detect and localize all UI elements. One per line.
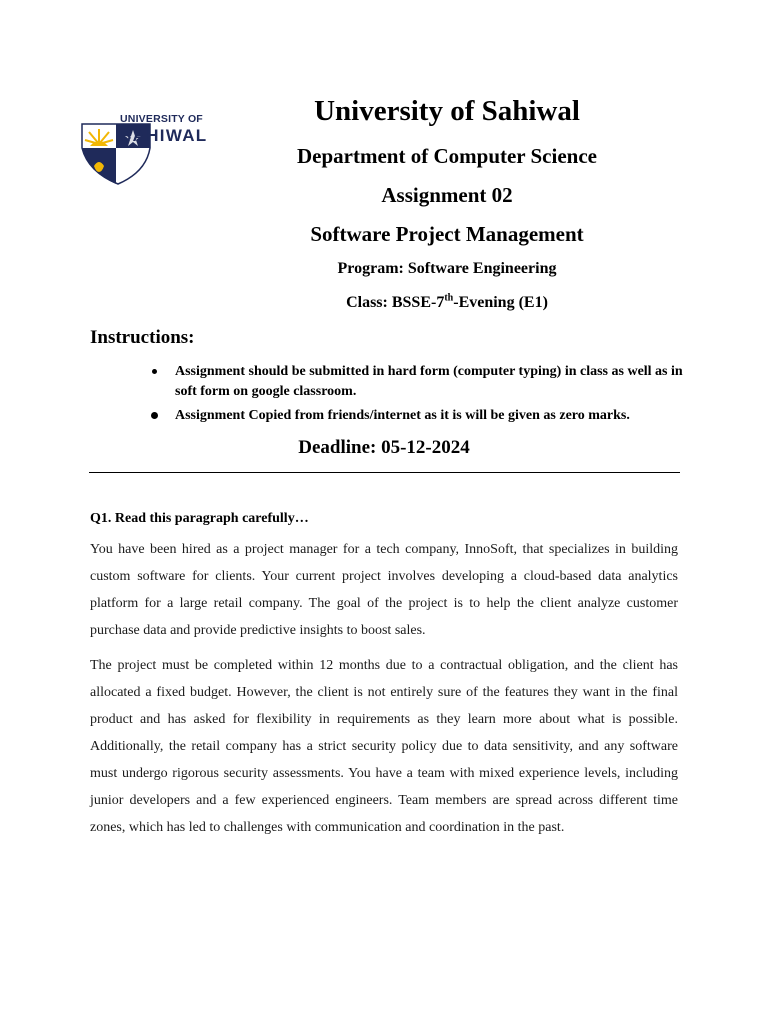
logo-line-sahiwal: SAHIWAL	[120, 125, 208, 145]
instructions-list	[152, 362, 692, 426]
university-title: University of Sahiwal	[314, 95, 580, 127]
bullet-icon	[152, 369, 157, 374]
instructions-heading: Instructions:	[90, 327, 195, 348]
program-line: Program: Software Engineering	[337, 260, 557, 277]
department-title: Department of Computer Science	[297, 144, 597, 168]
class-superscript: th	[444, 292, 454, 304]
deadline: Deadline: 05-12-2024	[298, 437, 470, 458]
course-title: Software Project Management	[310, 222, 584, 246]
horizontal-divider	[89, 472, 680, 473]
question-paragraph: The project must be completed within 12 months due to a contractual obligation, and the client has allocated a fixed budget. However, the client is not entirely sure of the features they want in the final product and has asked for flexibility in requirements as they learn more about what is possible. Additionally, the retail company has a strict security policy due to data sensitivity, and any software must undergo rigorous security assessments. You have a team with mixed experience levels, including junior developers and a few experienced engineers. Team members are spread across different time zones, which has led to challenges with communication and coordination in the past.	[90, 658, 678, 835]
class-line	[63, 294, 768, 312]
assignment-title: Assignment 02	[381, 183, 513, 207]
class-suffix: -Evening (E1)	[453, 294, 548, 311]
instruction-item	[152, 362, 692, 402]
instruction-text: Assignment Copied from friends/internet as it is will be given as zero marks.	[175, 408, 630, 423]
logo-line-university-of: UNIVERSITY OF	[120, 113, 203, 125]
question-paragraph: You have been hired as a project manager for a tech company, InnoSoft, that specializes in building custom software for clients. Your current project involves developing a cloud-based data analytics platform for a large retail company. The goal of the project is to help the client analyze customer purchase data and provide predictive insights to boost sales.	[90, 542, 678, 638]
instruction-text: Assignment should be submitted in hard form (computer typing) in class as well as in soft form on google classroom.	[175, 364, 683, 399]
bullet-icon	[151, 412, 158, 419]
question-title: Q1. Read this paragraph carefully…	[90, 511, 309, 526]
instruction-item	[152, 406, 692, 426]
class-prefix: Class: BSSE-7	[346, 294, 445, 311]
